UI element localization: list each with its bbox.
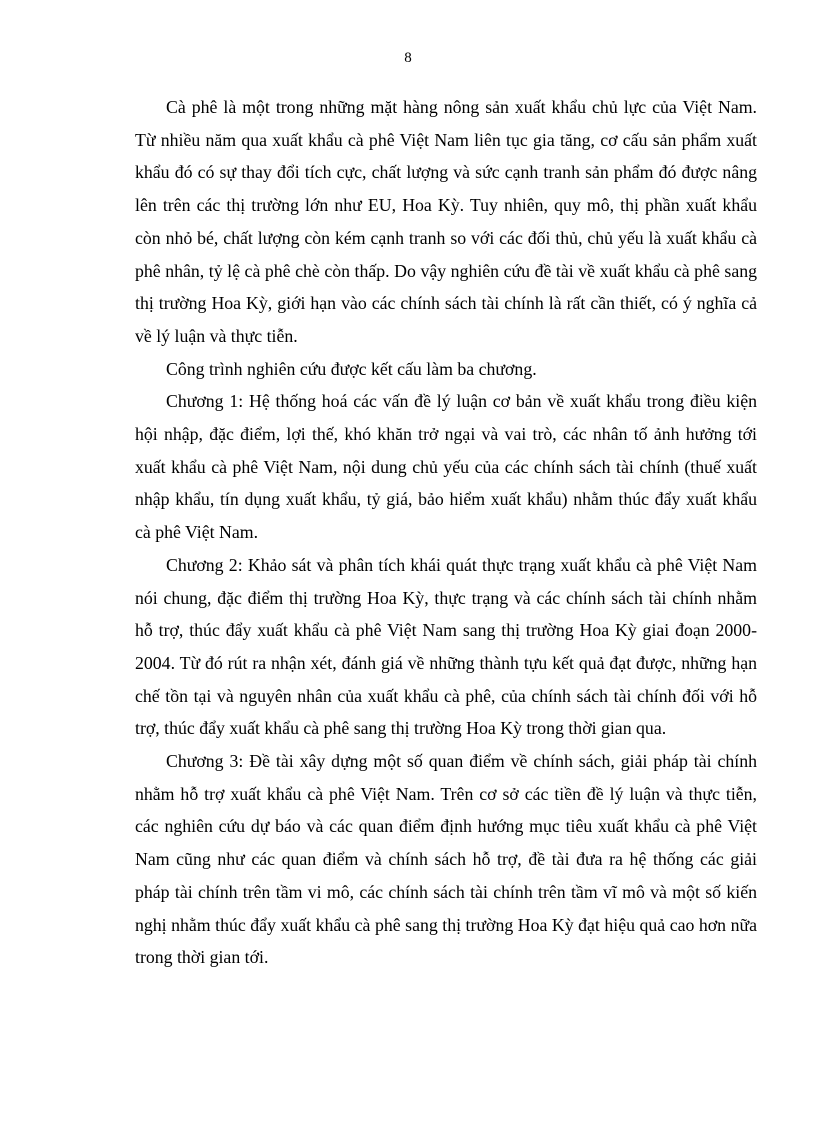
- body-text: [135, 91, 757, 974]
- paragraph-intro: Cà phê là một trong những mặt hàng nông sản xuất khẩu chủ lực của Việt Nam. Từ nhiều năm qua xuất khẩu cà phê Việt Nam liên tục gia tăng, cơ cấu sản phẩm xuất khẩu đó có sự thay đổi tích cực, chất lượng và sức cạnh tranh sản phẩm đó được nâng lên trên các thị trường lớn như EU, Hoa Kỳ. Tuy nhiên, quy mô, thị phần xuất khẩu còn nhỏ bé, chất lượng còn kém cạnh tranh so với các đối thủ, chủ yếu là xuất khẩu cà phê nhân, tỷ lệ cà phê chè còn thấp. Do vậy nghiên cứu đề tài về xuất khẩu cà phê sang thị trường Hoa Kỳ, giới hạn vào các chính sách tài chính là rất cần thiết, có ý nghĩa cả về lý luận và thực tiễn.: [135, 97, 757, 346]
- page-number: 8: [404, 50, 412, 66]
- paragraph-chapter-2: Chương 2: Khảo sát và phân tích khái quát thực trạng xuất khẩu cà phê Việt Nam nói chung, đặc điểm thị trường Hoa Kỳ, thực trạng và các chính sách tài chính nhằm hỗ trợ, thúc đẩy xuất khẩu cà phê Việt Nam sang thị trường Hoa Kỳ giai đoạn 2000- 2004. Từ đó rút ra nhận xét, đánh giá về những thành tựu kết quả đạt được, những hạn chế tồn tại và nguyên nhân của xuất khẩu cà phê, của chính sách tài chính đối với hỗ trợ, thúc đẩy xuất khẩu cà phê sang thị trường Hoa Kỳ trong thời gian qua.: [135, 554, 757, 739]
- paragraph-chapter-3: Chương 3: Đề tài xây dựng một số quan điểm về chính sách, giải pháp tài chính nhằm hỗ trợ xuất khẩu cà phê Việt Nam. Trên cơ sở các tiền đề lý luận và thực tiễn, các nghiên cứu dự báo và các quan điểm định hướng mục tiêu xuất khẩu cà phê Việt Nam cũng như các quan điểm và chính sách hỗ trợ, đề tài đưa ra hệ thống các giải pháp tài chính trên tầm vi mô, các chính sách tài chính trên tầm vĩ mô và một số kiến nghị nhằm thúc đẩy xuất khẩu cà phê sang thị trường Hoa Kỳ đạt hiệu quả cao hơn nữa trong thời gian tới.: [135, 751, 757, 968]
- paragraph-structure: Công trình nghiên cứu được kết cấu làm ba chương.: [166, 358, 537, 379]
- paragraph-chapter-1: Chương 1: Hệ thống hoá các vấn đề lý luận cơ bản về xuất khẩu trong điều kiện hội nhập, đặc điểm, lợi thế, khó khăn trở ngại và vai trò, các nhân tố ảnh hưởng tới xuất khẩu cà phê Việt Nam, nội dung chủ yếu của các chính sách tài chính (thuế xuất nhập khẩu, tín dụng xuất khẩu, tỷ giá, bảo hiểm xuất khẩu) nhằm thúc đẩy xuất khẩu cà phê Việt Nam.: [135, 391, 757, 543]
